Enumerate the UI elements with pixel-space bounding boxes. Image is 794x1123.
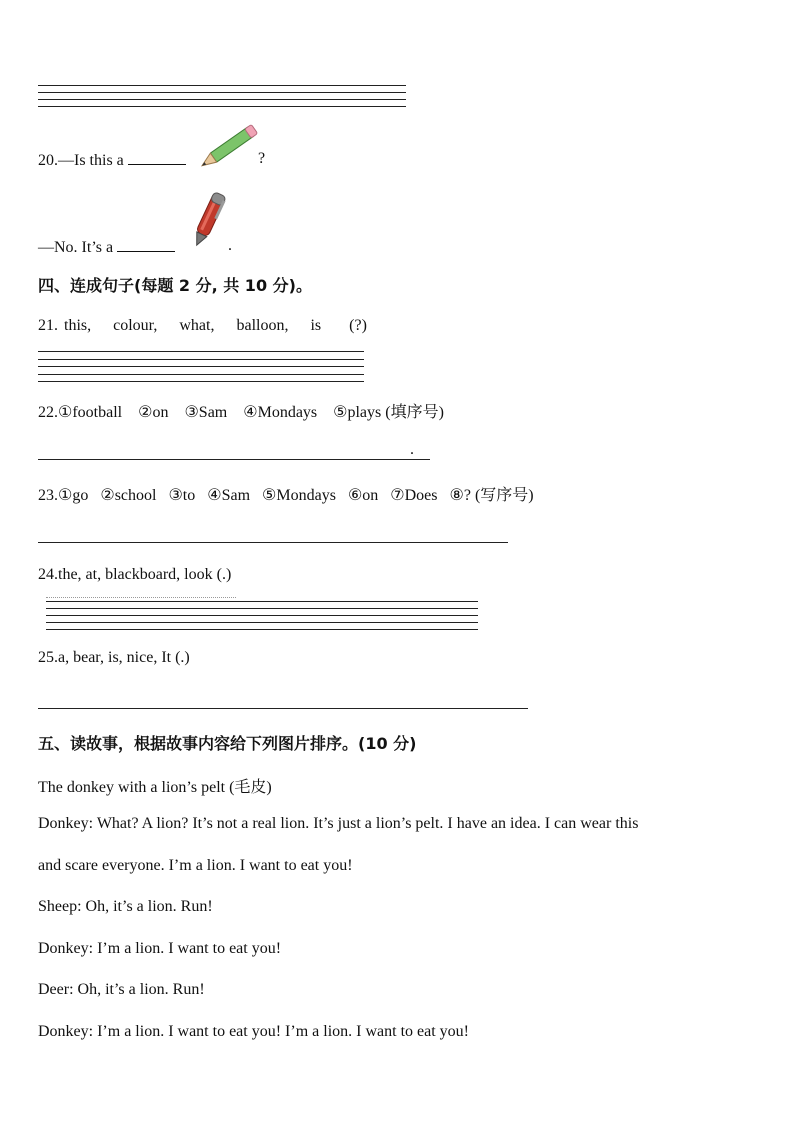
- q25-answer-line[interactable]: [38, 708, 528, 709]
- q22-answer-line[interactable]: [38, 459, 430, 460]
- question-23: 23.①go ②school ③to ④Sam ⑤Mondays ⑥on ⑦Does ⑧? (写序号): [38, 487, 534, 504]
- q24-answer-line: [46, 615, 478, 616]
- q23-answer-line[interactable]: [38, 542, 508, 543]
- section-4-title: 四、连成句子(每题 2 分, 共 10 分)。: [38, 276, 312, 295]
- q20-line1-suffix: ?: [258, 150, 266, 167]
- q21-word: this,: [64, 317, 92, 334]
- story-line: Deer: Oh, it’s a lion. Run!: [38, 981, 205, 998]
- story-title: The donkey with a lion’s pelt (毛皮): [38, 779, 272, 796]
- q22-end-mark: .: [410, 441, 414, 458]
- pencil-icon: [196, 122, 266, 170]
- answer-line: [38, 85, 406, 86]
- pen-icon: [186, 188, 232, 252]
- q21-word: colour,: [113, 317, 158, 334]
- q20-blank-1[interactable]: [128, 150, 186, 165]
- question-20-line-1: [38, 150, 186, 170]
- q21-word: what,: [179, 317, 215, 334]
- q20-line2-prefix: —No. It’s a: [38, 239, 114, 256]
- answer-line: [38, 99, 406, 100]
- answer-line: [38, 106, 406, 107]
- answer-line: [38, 92, 406, 93]
- story-line: Donkey: I’m a lion. I want to eat you!: [38, 940, 282, 957]
- q21-word: (?): [349, 317, 367, 334]
- story-line: Donkey: I’m a lion. I want to eat you! I’m a lion. I want to eat you!: [38, 1023, 469, 1040]
- q20-blank-2[interactable]: [117, 237, 175, 252]
- story-line: Donkey: What? A lion? It’s not a real lion. It’s just a lion’s pelt. I have an idea. I can wear this: [38, 815, 639, 832]
- q21-word: balloon,: [236, 317, 289, 334]
- q21-number: 21.: [38, 317, 58, 334]
- q24-answer-line: [46, 622, 478, 623]
- q21-answer-line: [38, 366, 364, 367]
- question-24: 24.the, at, blackboard, look (.): [38, 566, 232, 583]
- q21-answer-line: [38, 351, 364, 352]
- section-5-title: 五、读故事，根据故事内容给下列图片排序。(10 分): [38, 734, 417, 753]
- q21-answer-line: [38, 359, 364, 360]
- q21-answer-line: [38, 381, 364, 382]
- q24-faint-guide: [46, 597, 236, 598]
- q21-answer-line: [38, 374, 364, 375]
- story-line: Sheep: Oh, it’s a lion. Run!: [38, 898, 213, 915]
- q24-answer-line: [46, 629, 478, 630]
- q24-answer-line: [46, 608, 478, 609]
- question-25: 25.a, bear, is, nice, It (.): [38, 649, 190, 666]
- q21-word: is: [310, 317, 322, 334]
- q24-answer-line: [46, 601, 478, 602]
- q20-line2-suffix: .: [228, 237, 232, 254]
- question-21: [38, 317, 367, 335]
- question-22: 22.①football ②on ③Sam ④Mondays ⑤plays (填序号): [38, 404, 444, 421]
- question-20-line-2: [38, 237, 175, 257]
- q20-line1-prefix: 20.—Is this a: [38, 152, 124, 169]
- story-line: and scare everyone. I’m a lion. I want to eat you!: [38, 857, 353, 874]
